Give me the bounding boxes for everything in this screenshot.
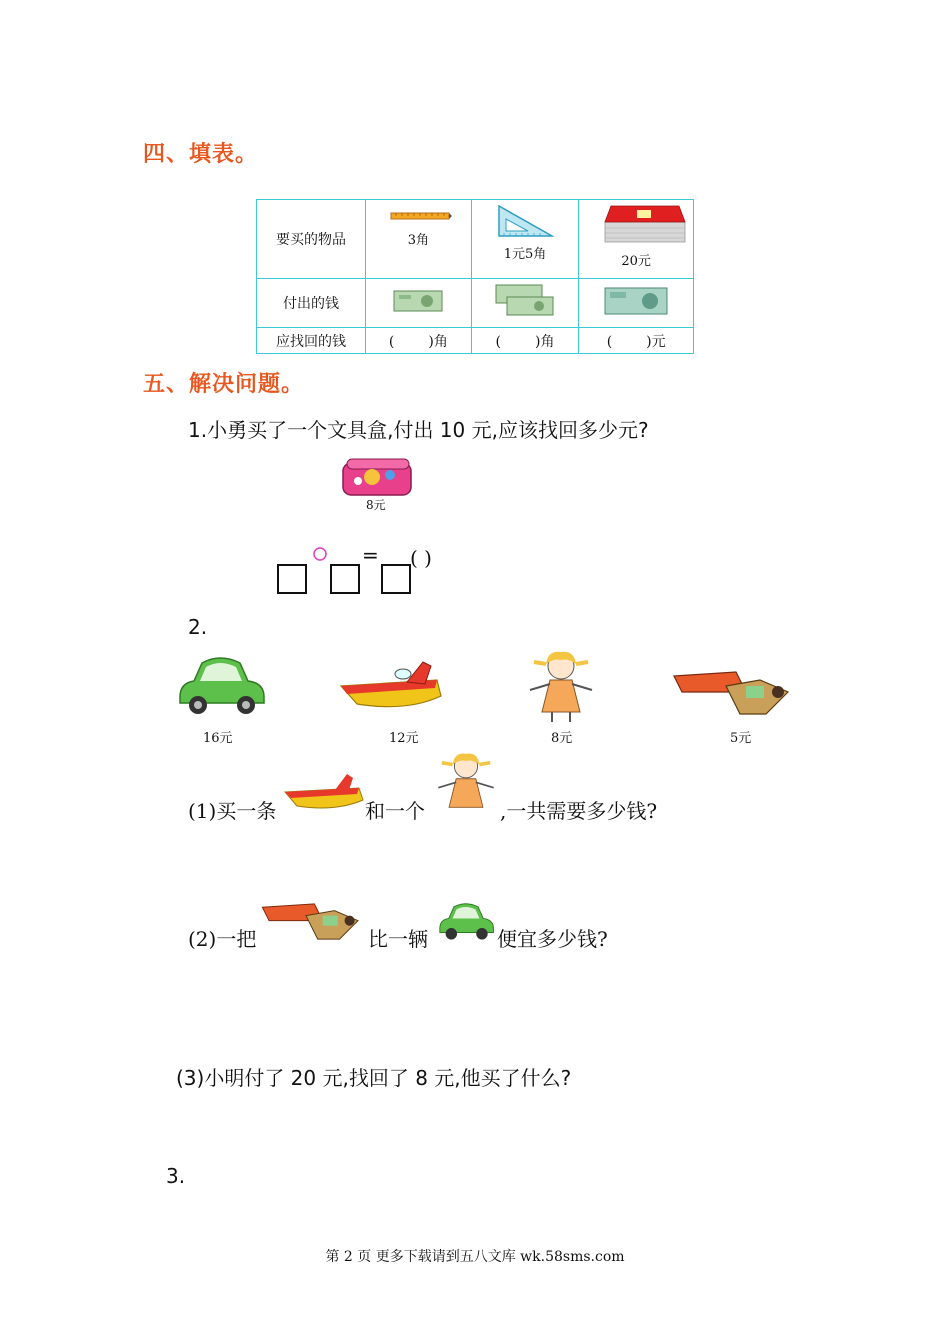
item-price: 3角: [407, 233, 429, 248]
pencil-box-price: 8元: [366, 498, 386, 512]
doll-icon: [524, 650, 598, 724]
answer-box-2[interactable]: [330, 564, 360, 594]
item-price: 1元5角: [503, 247, 547, 262]
toy-gun-icon: [670, 662, 794, 718]
answer-cell-3[interactable]: [579, 328, 694, 354]
boat-icon: [283, 770, 365, 816]
q2-sub2-part-a: (2)一把: [188, 927, 257, 951]
page-footer: 第 2 页 更多下载请到五八文库 wk.58sms.com: [325, 1249, 625, 1265]
paren-close-unit: )角: [428, 333, 448, 350]
doll-price: 8元: [551, 731, 573, 746]
answer-box-1[interactable]: [277, 564, 307, 594]
operator-circle-icon[interactable]: [312, 546, 328, 562]
car-icon: [174, 653, 268, 717]
item-cell-triangle: [471, 200, 579, 279]
q2-sub3-text: (3)小明付了 20 元,找回了 8 元,他买了什么?: [176, 1066, 572, 1090]
q2-sub1-part-b: 和一个: [365, 799, 425, 823]
row-label-change: 应找回的钱: [257, 328, 366, 354]
q2-sub2-part-c: 便宜多少钱?: [497, 927, 608, 951]
paren-open: (: [606, 333, 613, 350]
price-table: [256, 199, 694, 354]
pencil-box-icon: [340, 453, 414, 499]
ruler-icon: [390, 210, 452, 222]
answer-cell-1[interactable]: [366, 328, 472, 354]
paren-open: (: [388, 333, 395, 350]
answer-cell-2[interactable]: [471, 328, 579, 354]
answer-box-3[interactable]: [381, 564, 411, 594]
boat-icon: [337, 656, 447, 720]
item-price: 20元: [621, 254, 651, 269]
banknote-50-yuan-icon: [604, 286, 668, 316]
equals-sign: =: [362, 543, 379, 567]
toy-gun-icon: [259, 894, 363, 944]
item-cell-notebooks: [579, 200, 694, 279]
triangle-ruler-icon: [496, 204, 554, 238]
paid-cell-2: [471, 279, 579, 328]
q2-sub2-part-b: 比一辆: [368, 927, 428, 951]
paren-open: (: [495, 333, 502, 350]
car-icon: [436, 900, 496, 942]
notebook-stack-icon: [601, 202, 689, 246]
banknote-2-yuan-icon: [495, 283, 555, 319]
row-label-paid: 付出的钱: [257, 279, 366, 328]
paid-cell-1: [366, 279, 472, 328]
toy-gun-price: 5元: [730, 731, 752, 746]
paren-close-unit: )元: [646, 333, 666, 350]
banknote-1-yuan-icon: [393, 289, 443, 313]
q2-sub1-part-c: ,一共需要多少钱?: [500, 799, 658, 823]
answer-unit-paren: ( ): [410, 546, 432, 570]
section-5-title: 五、解决问题。: [143, 372, 305, 397]
section-4-title: 四、填表。: [143, 142, 259, 167]
doll-icon: [433, 752, 499, 818]
question-3-number: 3.: [166, 1164, 186, 1188]
item-cell-ruler: [366, 200, 472, 279]
question-2-number: 2.: [188, 615, 208, 639]
car-price: 16元: [203, 731, 233, 746]
paid-cell-3: [579, 279, 694, 328]
paren-close-unit: )角: [535, 333, 555, 350]
boat-price: 12元: [389, 731, 419, 746]
question-1-text: 1.小勇买了一个文具盒,付出 10 元,应该找回多少元?: [188, 418, 649, 442]
q2-sub1-part-a: (1)买一条: [188, 799, 277, 823]
row-label-items: 要买的物品: [257, 200, 366, 279]
